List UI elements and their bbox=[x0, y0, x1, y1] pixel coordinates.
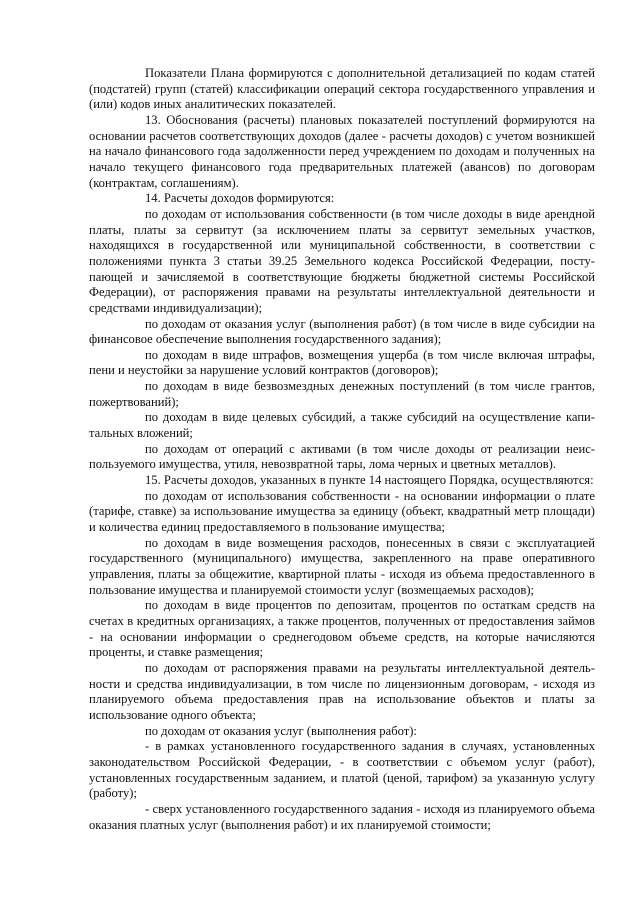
paragraph-targeted-subsidies: по доходам в виде целевых субсидий, а также субсидий на осуществление капитальных вложений; bbox=[89, 410, 595, 441]
paragraph-services-basis: по доходам от оказания услуг (выполнения работ): bbox=[145, 723, 417, 738]
paragraph-services-income: по доходам от оказания услуг (выполнения работ) (в том числе в виде субсидии на финансовое обеспечение выполнения государственного задания); bbox=[89, 316, 595, 347]
paragraph-within-state-task: - в рамках установленного государственного задания в случаях, установленных законодательством Российской Федерации, - в соответствии с объемом услуг (работ), установленных государственным заданием, и платой (ценой, тарифом) за указанную услугу (работу); bbox=[89, 739, 595, 801]
paragraph-interest-basis: по доходам в виде процентов по депозитам, процентов по остаткам средств на счетах в кредитных организациях, а также процентов, полученных от предоставления займов - на основании информации о среднегодовом объеме средств, на которые начисляются проценты, и ставке размещения; bbox=[89, 598, 595, 660]
paragraph-property-use-basis: по доходам от использования собственности - на основании информации о плате (тарифе, ставке) за использование имущества за единицу (объект, квадратный метр площади) и количества единиц предоставляемого в пользование имущества; bbox=[89, 488, 595, 535]
paragraph-beyond-state-task: - сверх установленного государственного задания - исходя из планируемого объема оказания платных услуг (выполнения работ) и их планируемой стоимости; bbox=[89, 801, 595, 832]
document-page bbox=[89, 66, 595, 833]
paragraph-gratuitous-income: по доходам в виде безвозмездных денежных поступлений (в том числе грантов, пожертвований); bbox=[89, 379, 595, 409]
paragraph-ip-rights-basis: по доходам от распоряжения правами на результаты интеллектуальной деятельности и средства индивидуализации, в том числе по лицензионным договорам, - исходя из планируемого объема предоставления прав на использование объектов и платы за использование одного объекта; bbox=[89, 660, 595, 722]
paragraph-item-14: 14. Расчеты доходов формируются: bbox=[145, 191, 335, 206]
paragraph-plan-indicators: Показатели Плана формируются с дополнительной детализацией по кодам статей (подстатей) групп (статей) классификации операций сектора государственного управления и (или) кодов иных аналитических показателей. bbox=[89, 66, 595, 112]
paragraph-fines-income: по доходам в виде штрафов, возмещения ущерба (в том числе включая штрафы, пени и неустойки за нарушение условий контрактов (договоров); bbox=[89, 347, 595, 378]
paragraph-item-15: 15. Расчеты доходов, указанных в пункте 14 настоящего Порядка, осуществляются: bbox=[145, 473, 594, 488]
paragraph-reimbursement-basis: по доходам в виде возмещения расходов, понесенных в связи с эксплуатацией государственного (муниципального) имущества, закрепленного на праве оперативного управления, платы за общежитие, квартирной платы - исходя из объема предоставленного в пользование имущества и планируемой стоимости услуг (возмещаемых расходов); bbox=[89, 535, 595, 597]
paragraph-asset-operations: по доходам от операций с активами (в том числе доходы от реализации неиспользуемого имущества, утиля, невозвратной тары, лома черных и цветных металлов). bbox=[89, 441, 595, 472]
paragraph-item-13: 13. Обоснования (расчеты) плановых показателей поступлений формируются на основании расчетов соответствующих доходов (далее - расчеты доходов) с учетом возникшей на начало финансового года задолженности перед учреждением по доходам и полученных на начало текущего финансового года предварительных платежей (авансов) по договорам (контрактам, соглашениям). bbox=[89, 112, 595, 190]
paragraph-property-income: по доходам от использования собственности (в том числе доходы в виде арендной платы, платы за сервитут (за исключением платы за сервитут земельных участков, находящихся в государственной или муниципальной собственности, в соответствии с положениями пункта 3 статьи 39.25 Земельного кодекса Российской Федерации, поступающей и зачисляемой в соответствующие бюджеты бюджетной системы Российской Федерации), от распоряжения правами на результаты интеллектуальной деятельности и средствами индивидуализации); bbox=[89, 206, 595, 315]
